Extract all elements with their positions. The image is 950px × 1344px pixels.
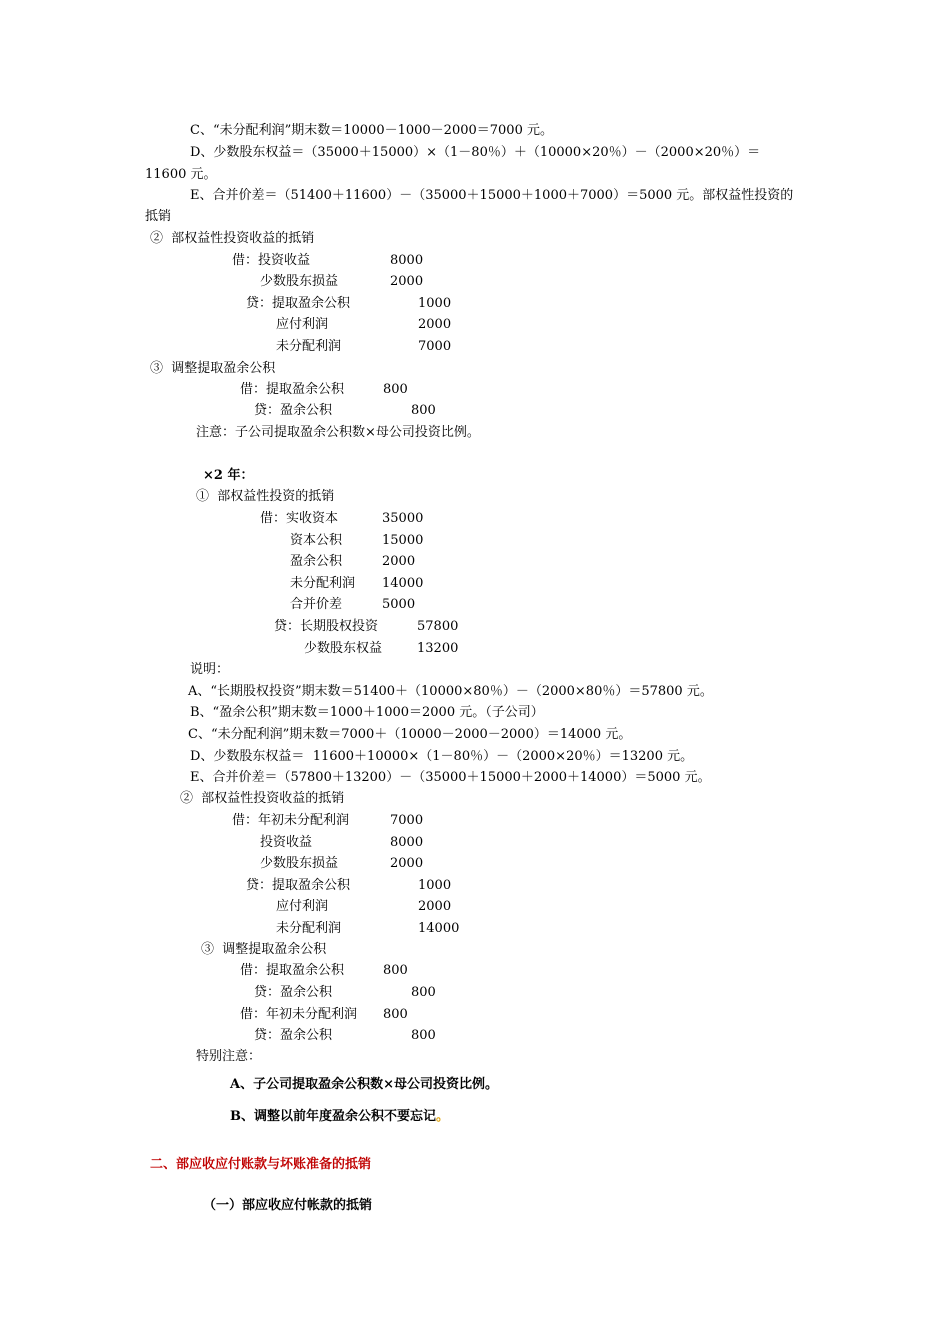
journal-amount: 14000: [418, 921, 460, 936]
journal-account: 未分配利润: [276, 921, 342, 936]
journal-account: 贷：盈余公积: [254, 403, 333, 418]
journal-account: 盈余公积: [290, 554, 343, 569]
text-line: C、“未分配利润”期末数＝10000－1000－2000＝7000 元。: [190, 123, 553, 138]
note-text: A、“长期股权投资”期末数＝51400＋（10000×80％）－（2000×80％）＝57800 元。: [188, 684, 713, 699]
note-text: 注意：子公司提取盈余公积数×母公司投资比例。: [196, 425, 480, 440]
journal-account: 未分配利润: [290, 576, 356, 591]
journal-account: 贷：提取盈余公积: [246, 878, 351, 893]
journal-account: 借：提取盈余公积: [240, 963, 345, 978]
note-text: E、合并价差＝（57800＋13200）－（35000＋15000＋2000＋14000）＝5000 元。: [190, 770, 711, 785]
journal-amount: 2000: [418, 317, 452, 332]
note-text: D、少数股东权益＝ 11600＋10000×（1－80％）－（2000×20％）＝13200 元。: [190, 749, 694, 764]
journal-amount: 1000: [418, 878, 452, 893]
subsection-heading: （一）部应收应付帐款的抵销: [203, 1198, 373, 1213]
journal-amount: 2000: [382, 554, 416, 569]
text-line: D、少数股东权益＝（35000＋15000）×（1－80％）＋（10000×20％）－（2000×20％）＝: [190, 145, 761, 160]
journal-account: 投资收益: [260, 835, 313, 850]
chapter-heading: 二、部应收应付账款与坏账准备的抵销: [150, 1157, 372, 1172]
journal-amount: 15000: [382, 533, 424, 548]
text-line: 11600 元。: [145, 167, 217, 182]
journal-amount: 8000: [390, 835, 424, 850]
section-heading: ③ 调整提取盈余公积: [150, 361, 276, 376]
journal-account: 借：投资收益: [232, 253, 311, 268]
journal-account: 借：提取盈余公积: [240, 382, 345, 397]
journal-account: 应付利润: [276, 317, 329, 332]
section-heading: ② 部权益性投资收益的抵销: [180, 791, 345, 806]
note-text: C、“未分配利润”期末数＝7000＋（10000－2000－2000）＝14000 元。: [188, 727, 632, 742]
journal-account: 贷：长期股权投资: [274, 619, 379, 634]
journal-account: 少数股东权益: [304, 641, 383, 656]
important-note: A、子公司提取盈余公积数×母公司投资比例。: [230, 1077, 498, 1092]
journal-amount: 800: [411, 403, 436, 418]
journal-account: 少数股东损益: [260, 856, 339, 871]
note-text: 特别注意：: [196, 1049, 262, 1064]
journal-account: 借：实收资本: [260, 511, 339, 526]
journal-amount: 800: [383, 1007, 408, 1022]
journal-amount: 14000: [382, 576, 424, 591]
journal-amount: 35000: [382, 511, 424, 526]
year-heading: ×2 年：: [203, 468, 254, 483]
journal-amount: 800: [383, 963, 408, 978]
text-line: E、合并价差＝（51400＋11600）－（35000＋15000＋1000＋7000）＝5000 元。部权益性投资的: [190, 188, 794, 203]
journal-account: 借：年初未分配利润: [240, 1007, 358, 1022]
journal-account: 贷：盈余公积: [254, 1028, 333, 1043]
journal-account: 贷：提取盈余公积: [246, 296, 351, 311]
journal-amount: 800: [411, 985, 436, 1000]
journal-account: 合并价差: [290, 597, 343, 612]
important-note: B、调整以前年度盈余公积不要忘记。: [230, 1109, 450, 1124]
text-line: 抵销: [145, 209, 172, 224]
note-text: B、“盈余公积”期末数＝1000＋1000＝2000 元。（子公司）: [190, 705, 544, 720]
journal-amount: 57800: [417, 619, 459, 634]
journal-amount: 800: [411, 1028, 436, 1043]
journal-amount: 800: [383, 382, 408, 397]
journal-amount: 2000: [390, 274, 424, 289]
journal-amount: 2000: [390, 856, 424, 871]
section-heading: ③ 调整提取盈余公积: [201, 942, 327, 957]
journal-account: 应付利润: [276, 899, 329, 914]
journal-account: 借：年初未分配利润: [232, 813, 350, 828]
journal-account: 未分配利润: [276, 339, 342, 354]
section-heading: ② 部权益性投资收益的抵销: [150, 231, 315, 246]
journal-account: 资本公积: [290, 533, 343, 548]
journal-amount: 13200: [417, 641, 459, 656]
journal-account: 贷：盈余公积: [254, 985, 333, 1000]
journal-amount: 7000: [418, 339, 452, 354]
journal-amount: 5000: [382, 597, 416, 612]
journal-amount: 1000: [418, 296, 452, 311]
journal-account: 少数股东损益: [260, 274, 339, 289]
journal-amount: 7000: [390, 813, 424, 828]
section-heading: ① 部权益性投资的抵销: [196, 489, 335, 504]
journal-amount: 2000: [418, 899, 452, 914]
note-text: 说明：: [190, 662, 230, 677]
journal-amount: 8000: [390, 253, 424, 268]
